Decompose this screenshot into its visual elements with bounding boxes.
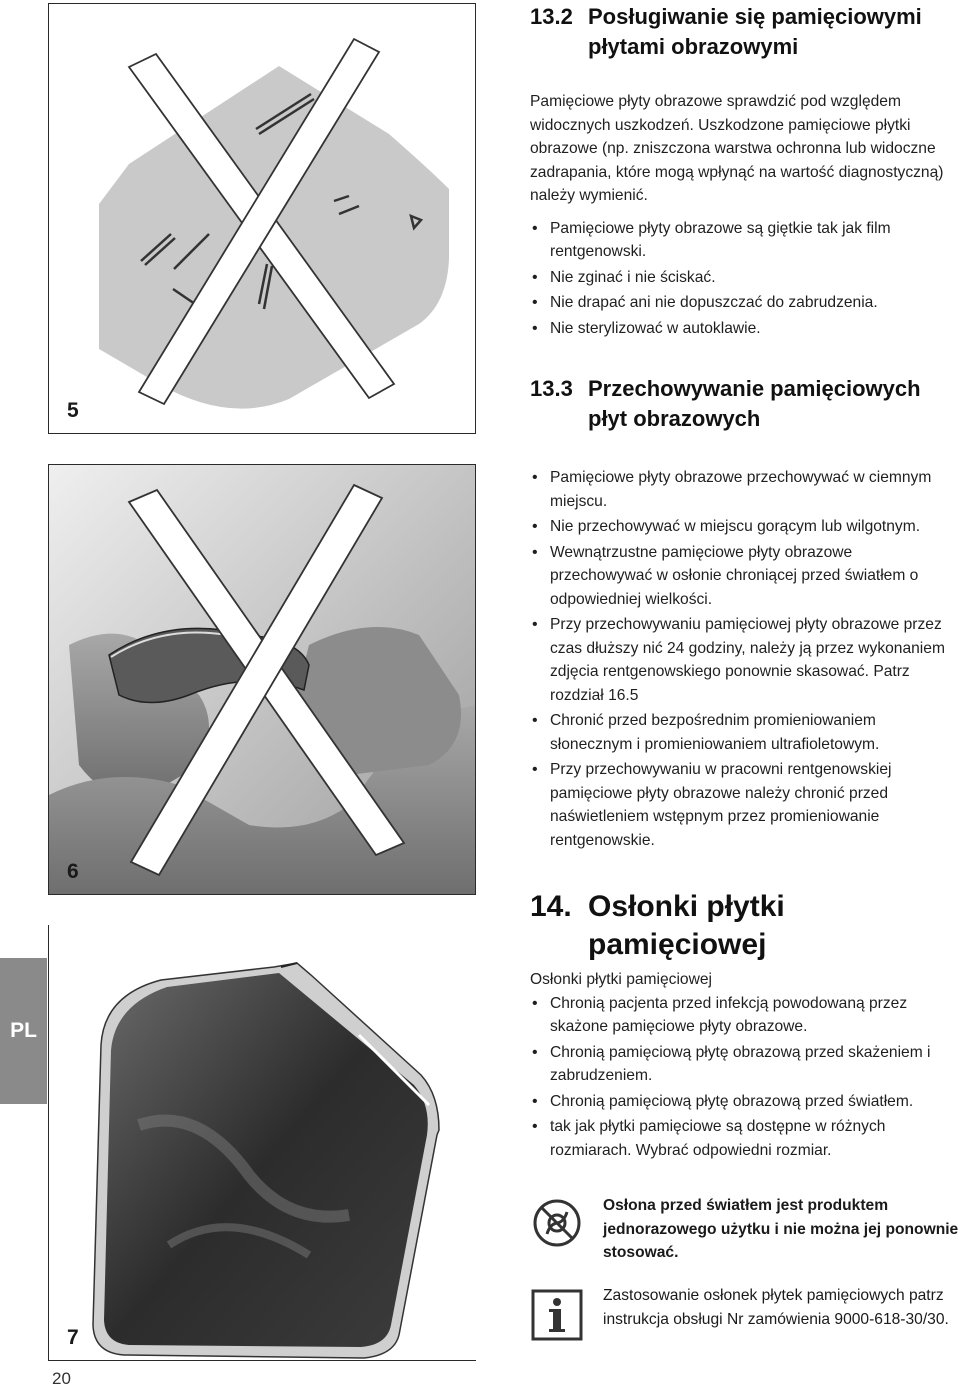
list-item: • tak jak płytki pamięciowe są dostępne w różnych rozmiarach. Wybrać odpowiedni rozmiar.	[530, 1115, 958, 1162]
list-item: • Chronić przed bezpośrednim promieniowaniem słonecznym i promieniowaniem ultrafioletowym.	[530, 709, 958, 756]
language-tab-label: PL	[10, 1019, 37, 1042]
list-item: • Wewnątrzustne pamięciowe płyty obrazowe przechowywać w osłonie chroniącej przed światłem o odpowiedniej wielkości.	[530, 541, 958, 612]
figure-6-illustration	[49, 465, 476, 895]
list-item: • Pamięciowe płyty obrazowe są giętkie tak jak film rentgenowski.	[530, 217, 958, 264]
section-13-3-number: 13.3	[530, 376, 573, 401]
list-item: • Nie zginać i nie ściskać.	[530, 266, 958, 290]
single-use-note	[530, 1194, 958, 1274]
list-item: • Chronią pamięciową płytę obrazową przed światłem.	[530, 1090, 958, 1114]
section-13-2-body	[530, 90, 958, 342]
section-13-2-heading	[530, 2, 955, 62]
figure-7-number: 7	[67, 1326, 79, 1349]
list-item: • Chronią pacjenta przed infekcją powodowaną przez skażone pamięciowe płyty obrazowe.	[530, 992, 958, 1039]
figure-5-illustration	[49, 4, 476, 434]
section-13-2-title: Posługiwanie się pamięciowymi płytami obrazowymi	[588, 4, 922, 59]
figure-6-number: 6	[67, 860, 79, 883]
section-13-2-intro: Pamięciowe płyty obrazowe sprawdzić pod względem widocznych uszkodzeń. Uszkodzone pamięciowe płytki obrazowe (np. zniszczona warstwa ochronna lub widoczne zadrapania, które mogą wpłynąć na wartość diagnostyczną) należy wymienić.	[530, 93, 944, 204]
list-item: • Pamięciowe płyty obrazowe przechowywać w ciemnym miejscu.	[530, 466, 958, 513]
section-13-3-heading	[530, 374, 955, 434]
section-13-3-title: Przechowywanie pamięciowych płyt obrazowych	[588, 376, 921, 431]
figure-7	[48, 925, 476, 1361]
figure-5-number: 5	[67, 399, 79, 422]
list-item: • Przy przechowywaniu pamięciowej płyty obrazowe przez czas dłuższy nić 24 godziny, należy ją przez wykonaniem zdjęcia rentgenowskiego ponownie skasować. Patrz rozdział 16.5	[530, 613, 958, 707]
section-13-2-list	[530, 217, 958, 341]
no-reuse-icon	[530, 1196, 584, 1250]
list-item: • Przy przechowywaniu w pracowni rentgenowskiej pamięciowe płyty obrazowe należy chronić przed naświetleniem wstępnym przez promieniowanie rentgenowskie.	[530, 758, 958, 852]
figure-6	[48, 464, 476, 895]
section-14-list	[530, 992, 958, 1163]
figure-5	[48, 3, 476, 434]
section-13-3-body	[530, 466, 958, 854]
single-use-note-text: Osłona przed światłem jest produktem jednorazowego użytku i nie można jej ponownie stosować.	[603, 1197, 959, 1261]
section-14-body	[530, 968, 958, 1164]
section-14-intro: Osłonki płytki pamięciowej	[530, 971, 712, 988]
list-item: • Nie przechowywać w miejscu gorącym lub wilgotnym.	[530, 515, 958, 539]
section-14-number: 14.	[530, 890, 572, 923]
info-icon	[530, 1288, 584, 1342]
info-note	[530, 1284, 958, 1364]
section-14-title: Osłonki płytki pamięciowej	[588, 890, 785, 961]
list-item: • Nie sterylizować w autoklawie.	[530, 317, 958, 341]
section-14-heading	[530, 888, 955, 964]
list-item: • Nie drapać ani nie dopuszczać do zabrudzenia.	[530, 291, 958, 315]
list-item: • Chronią pamięciową płytę obrazową przed skażeniem i zabrudzeniem.	[530, 1041, 958, 1088]
section-13-3-list	[530, 466, 958, 852]
info-note-text: Zastosowanie osłonek płytek pamięciowych patrz instrukcja obsługi Nr zamówienia 9000-618-30/30.	[603, 1287, 949, 1328]
page-number: 20	[52, 1369, 71, 1388]
figure-7-illustration	[49, 925, 476, 1361]
language-tab	[0, 958, 47, 1104]
section-13-2-number: 13.2	[530, 4, 573, 29]
